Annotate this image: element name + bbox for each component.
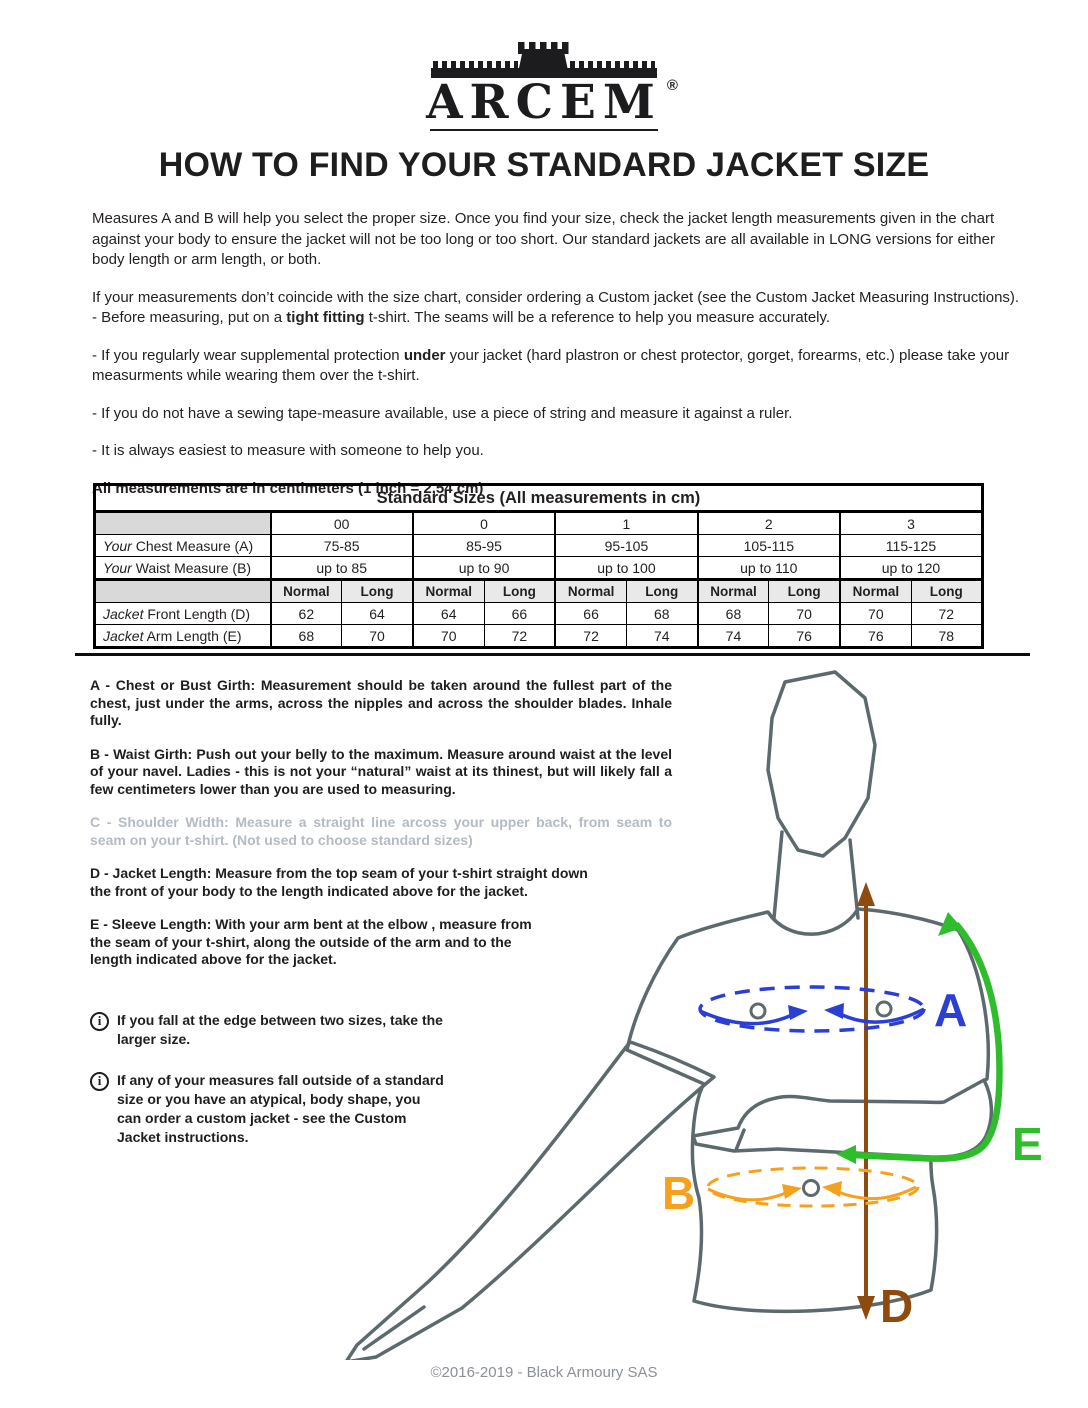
intro-3-bold: under	[403, 346, 446, 364]
brand-wordmark: ARCEM	[426, 75, 662, 130]
mannequin-head	[768, 672, 875, 856]
arm-label-rest: Arm Length (E)	[143, 627, 242, 644]
front-label-rest: Front Length (D)	[143, 605, 251, 622]
section-divider	[75, 653, 1030, 656]
subhead-long: Long	[911, 580, 982, 603]
table-corner-cell	[95, 512, 271, 535]
label-e: E	[1012, 1118, 1043, 1170]
label-b: B	[662, 1167, 696, 1219]
intro-paragraph-1: Measures A and B will help you select the proper size. Once you find your size, check the jacket length measurements given in the chart against your body to ensure the jacket will not be too long or too short. Our standard jackets are all available in LONG versions for either body length or arm length, or both.	[92, 210, 995, 268]
front-length-row	[95, 603, 983, 625]
waist-label	[95, 557, 271, 580]
waist-label-rest: Waist Measure (B)	[131, 559, 252, 576]
label-d: D	[880, 1280, 914, 1332]
subhead-normal: Normal	[840, 580, 911, 603]
chest-label-italic: Your	[103, 537, 132, 554]
front-length-value: 62	[271, 603, 342, 625]
arm-length-value: 72	[484, 625, 555, 648]
intro-2b-post: t-shirt. The seams will be a reference to help you measure accurately.	[364, 309, 831, 326]
table-title: Standard Sizes (All measurements in cm)	[95, 485, 983, 512]
arm-length-value: 78	[911, 625, 982, 648]
arm-length-value: 76	[769, 625, 840, 648]
intro-text	[92, 209, 1030, 516]
arm-length-value: 70	[342, 625, 413, 648]
waist-row	[95, 557, 983, 580]
front-length-value: 68	[626, 603, 697, 625]
front-length-value: 68	[698, 603, 769, 625]
section-b-waist: B - Waist Girth: Push out your belly to the maximum. Measure around waist at the level of your navel. Ladies - this is not your “natural” waist at its thinest, but will likely fall a few centimeters lower than you are used to measuring.	[90, 745, 672, 797]
waist-label-italic: Your	[103, 559, 132, 576]
arm-length-value: 72	[555, 625, 626, 648]
subhead-normal: Normal	[271, 580, 342, 603]
intro-paragraph-3	[92, 346, 1030, 387]
intro-2b-bold: tight fitting	[286, 309, 365, 326]
chest-value: 75-85	[271, 535, 413, 557]
waist-value: up to 110	[698, 557, 840, 580]
table-title-row	[95, 485, 983, 512]
waist-value: up to 100	[555, 557, 697, 580]
castle-battlement-icon	[431, 36, 657, 78]
waist-value: up to 85	[271, 557, 413, 580]
arm-length-value: 68	[271, 625, 342, 648]
front-length-value: 66	[555, 603, 626, 625]
units-note: All measurements are in centimeters (1 inch = 2,54 cm)	[92, 479, 484, 497]
intro-paragraph-4: - If you do not have a sewing tape-measure available, use a piece of string and measure it against a ruler.	[92, 404, 793, 422]
front-length-value: 70	[840, 603, 911, 625]
subhead-normal: Normal	[555, 580, 626, 603]
intro-paragraph-2b	[92, 308, 1030, 329]
front-length-value: 64	[413, 603, 484, 625]
intro-2b-pre: - Before measuring, put on a	[92, 309, 287, 326]
arm-length-value: 74	[698, 625, 769, 648]
chest-value: 85-95	[413, 535, 555, 557]
front-length-label	[95, 603, 271, 625]
size-00: 00	[271, 512, 413, 535]
section-c-shoulder: C - Shoulder Width: Measure a straight line arcoss your upper back, from seam to seam on your t-shirt. (Not used to choose standard sizes)	[90, 814, 672, 848]
subhead-normal: Normal	[698, 580, 769, 603]
size-0: 0	[413, 512, 555, 535]
note-text: If any of your measures fall outside of a standard size or you have an atypical, body shape, you can order a custom jacket - see the Custom Jacket instructions.	[117, 1071, 444, 1145]
size-3: 3	[840, 512, 982, 535]
arm-length-value: 70	[413, 625, 484, 648]
standard-sizes-table	[93, 483, 984, 649]
front-label-italic: Jacket	[103, 605, 144, 622]
info-icon: i	[90, 1012, 109, 1031]
subhead-long: Long	[342, 580, 413, 603]
subhead-long: Long	[769, 580, 840, 603]
section-d-jacket-length: D - Jacket Length: Measure from the top seam of your t-shirt straight down the front of your body to the length indicated above for the jacket.	[90, 865, 588, 899]
copyright-footer: ©2016-2019 - Black Armoury SAS	[430, 1364, 658, 1381]
mannequin-left-arm	[346, 1042, 714, 1360]
brand-logo	[0, 36, 1088, 131]
arm-label-italic: Jacket	[103, 627, 144, 644]
intro-3-post: your jacket (hard plastron or chest protector, gorget, forearms, etc.) please take your measurments while wearing them over the t-shirt.	[92, 346, 1010, 384]
front-length-value: 70	[769, 603, 840, 625]
info-icon: i	[90, 1072, 109, 1091]
subhead-long: Long	[626, 580, 697, 603]
measurement-figure	[330, 660, 1088, 1360]
front-length-value: 64	[342, 603, 413, 625]
chest-label	[95, 535, 271, 557]
label-a: A	[934, 984, 968, 1036]
registered-mark: ®	[666, 77, 678, 94]
subhead-long: Long	[484, 580, 555, 603]
chest-value: 105-115	[698, 535, 840, 557]
arm-length-label	[95, 625, 271, 648]
subhead-normal: Normal	[413, 580, 484, 603]
arm-length-value: 76	[840, 625, 911, 648]
intro-3-pre: - If you regularly wear supplemental protection	[92, 346, 404, 364]
table-size-header-row	[95, 512, 983, 535]
intro-paragraph-2a: If your measurements don’t coincide with the size chart, consider ordering a Custom jacket (see the Custom Jacket Measuring Instructions).	[92, 288, 1020, 306]
note-text: If you fall at the edge between two sizes, take the larger size.	[117, 1011, 443, 1047]
front-length-value: 72	[911, 603, 982, 625]
page-title: HOW TO FIND YOUR STANDARD JACKET SIZE	[158, 146, 930, 184]
normal-long-row	[95, 580, 983, 603]
chest-value: 115-125	[840, 535, 982, 557]
chest-a-girth	[700, 984, 967, 1036]
section-a-chest: A - Chest or Bust Girth: Measurement should be taken around the fullest part of the chest, just under the arms, across the nipples and across the shoulder blades. Inhale fully.	[90, 677, 672, 728]
arm-length-row	[95, 625, 983, 648]
intro-paragraph-5: - It is always easiest to measure with someone to help you.	[92, 442, 484, 459]
arm-length-value: 74	[626, 625, 697, 648]
size-1: 1	[555, 512, 697, 535]
section-e-sleeve-length: E - Sleeve Length: With your arm bent at the elbow , measure from the seam of your t-shirt, along the outside of the arm and to the length indicated above for the jacket.	[90, 916, 532, 967]
chest-label-rest: Chest Measure (A)	[131, 537, 254, 554]
chest-value: 95-105	[555, 535, 697, 557]
chest-row	[95, 535, 983, 557]
front-length-value: 66	[484, 603, 555, 625]
waist-value: up to 90	[413, 557, 555, 580]
waist-value: up to 120	[840, 557, 982, 580]
size-2: 2	[698, 512, 840, 535]
table-corner-cell	[95, 580, 271, 603]
